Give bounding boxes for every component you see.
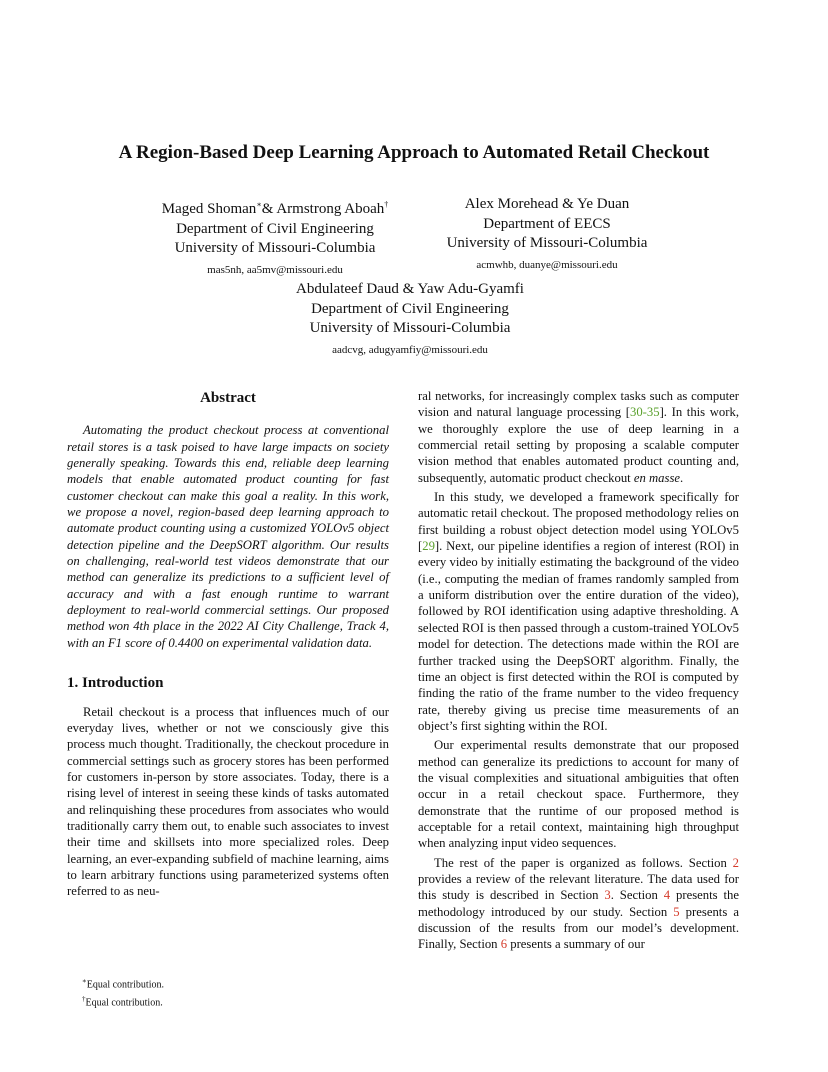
footnote-text: Equal contribution. (85, 997, 163, 1009)
text-run: In this study, we developed a framework specifically for automatic retail checkout. The proposed methodology relies on first building a robust object detection model using YOLOv5 [ (418, 490, 739, 554)
intro-paragraph: Retail checkout is a process that influences much of our everyday lives, whether or not we consciously give this process much thought. Traditionally, the checkout procedure in commercial settings such as grocery stores has been performed for customers in-person by store associates. Today, there is a rising level of interest in seeing these kinds of tasks automated and relinquishing these procedures from associates who would traditionally carry them out, to enable such associates to invest their time and skillsets into more specialized roles. Deep learning, an ever-expanding subfield of machine learning, aims to learn arbitrary functions using parameterized systems often referred to as neu- (67, 704, 389, 899)
section-link[interactable]: 5 (673, 904, 680, 919)
text-run: ]. In this work, we thoroughly explore the use of deep learning in a commercial retail setting by proposing a scalable computer vision method that enables automated product counting and, subsequently, automatic product checkout (418, 405, 739, 485)
paper-title: A Region-Based Deep Learning Approach to Automated Retail Checkout (118, 142, 710, 163)
abstract-text: Automating the product checkout process at conventional retail stores is a task poised to have large impacts on society generally speaking. Towards this end, reliable deep learning models that enable automated product counting for fast customer checkout can make this goal a reality. In this work, we propose a novel, region-based deep learning approach to automate product counting using a customized YOLOv5 object detection pipeline and the DeepSORT algorithm. Our results on challenging, real-world test videos demonstrate that our method can generalize its predictions to a sufficient level of accuracy and with a fast enough runtime to warrant deployment to real-world commercial settings. Our proposed method won 4th place in the 2022 AI City Challenge, Track 4, with an F1 score of 0.4400 on experimental validation data. (67, 423, 389, 650)
body-paragraph (418, 489, 739, 734)
body-paragraph: Our experimental results demonstrate that our proposed method can generalize its predictions to account for many of the visual complexities and situational ambiguities that often occur in a retail checkout space. Furthermore, they demonstrate that the runtime of our proposed method is acceptable for a retail context, maintaining high throughput when analyzing input video sequences. (418, 738, 739, 851)
author-names: Abdulateef Daud & Yaw Adu-Gyamfi (296, 281, 524, 297)
author-email: acmwhb, duanye@missouri.edu (476, 258, 618, 271)
footnote (82, 992, 164, 1010)
body-paragraph (418, 855, 739, 953)
section-link[interactable]: 4 (663, 888, 671, 903)
emphasis-text: en masse (633, 470, 681, 485)
text-run: . Section (610, 888, 664, 903)
text-run: provides a review of the relevant literature. The data used for this study is described in Section (418, 871, 739, 903)
section-link[interactable]: 3 (604, 888, 611, 903)
author-university: University of Missouri-Columbia (309, 320, 511, 336)
text-run: ]. Next, our pipeline identifies a region of interest (ROI) in every video by initially estimating the background of the video (i.e., computing the median of frames randomly sampled from a uniform distribution over the entire duration of the video), followed by ROI identification using adaptive thresholding. A selected ROI is then passed through a custom-trained YOLOv5 model for detection. The detections made within the ROI are further tracked using the DeepSORT algorithm. Finally, the time an object is first detected within the ROI is computed by finding the ratio of the frame number to the video frequency rate, thereby giving us precise time measurements of an object’s first sighting within the ROI. (418, 539, 739, 733)
citation-link[interactable]: 30-35 (629, 405, 660, 420)
footnote (82, 974, 164, 992)
author-department: Department of EECS (483, 215, 611, 232)
author-university: University of Missouri-Columbia (174, 240, 376, 256)
author-department: Department of Civil Engineering (176, 220, 374, 237)
author-department: Department of Civil Engineering (311, 300, 509, 317)
citation-link[interactable]: 29 (422, 539, 435, 554)
author-name: Maged Shoman (161, 201, 257, 217)
footnote-mark: † (384, 200, 389, 209)
author-names: Alex Morehead & Ye Duan (464, 196, 630, 212)
body-paragraph (418, 388, 739, 486)
footnotes (82, 974, 164, 1011)
section-link[interactable]: 6 (500, 937, 508, 952)
author-university: University of Missouri-Columbia (446, 235, 648, 251)
footnote-mark: ∗ (82, 977, 87, 985)
footnote-text: Equal contribution. (86, 979, 164, 991)
author-email: mas5nh, aa5mv@missouri.edu (207, 263, 343, 276)
text-run: . (680, 470, 684, 485)
author-email: aadcvg, adugyamfiy@missouri.edu (332, 343, 488, 356)
abstract-heading: Abstract (200, 390, 256, 406)
text-run: presents a summary of our (507, 937, 645, 952)
text-run: presents a discussion of the results from our model’s development. Finally, Section (418, 904, 739, 952)
right-column (418, 388, 739, 953)
author-block-3 (255, 280, 565, 357)
footnote-mark: ∗ (256, 200, 262, 209)
text-run: The rest of the paper is organized as follows. Section (434, 855, 733, 870)
author-names (145, 195, 405, 220)
text-run: ral networks, for increasingly complex tasks such as computer vision and natural language processing [ (418, 389, 739, 420)
intro-heading: 1. Introduction (67, 675, 164, 692)
text-run: presents the methodology introduced by our study. Section (418, 888, 740, 919)
author-block-1 (145, 195, 405, 277)
author-block-2 (432, 195, 662, 272)
footnote-mark: † (82, 995, 86, 1004)
section-link[interactable]: 2 (732, 855, 739, 870)
left-column (67, 388, 389, 900)
author-name: & Armstrong Aboah (261, 201, 385, 217)
